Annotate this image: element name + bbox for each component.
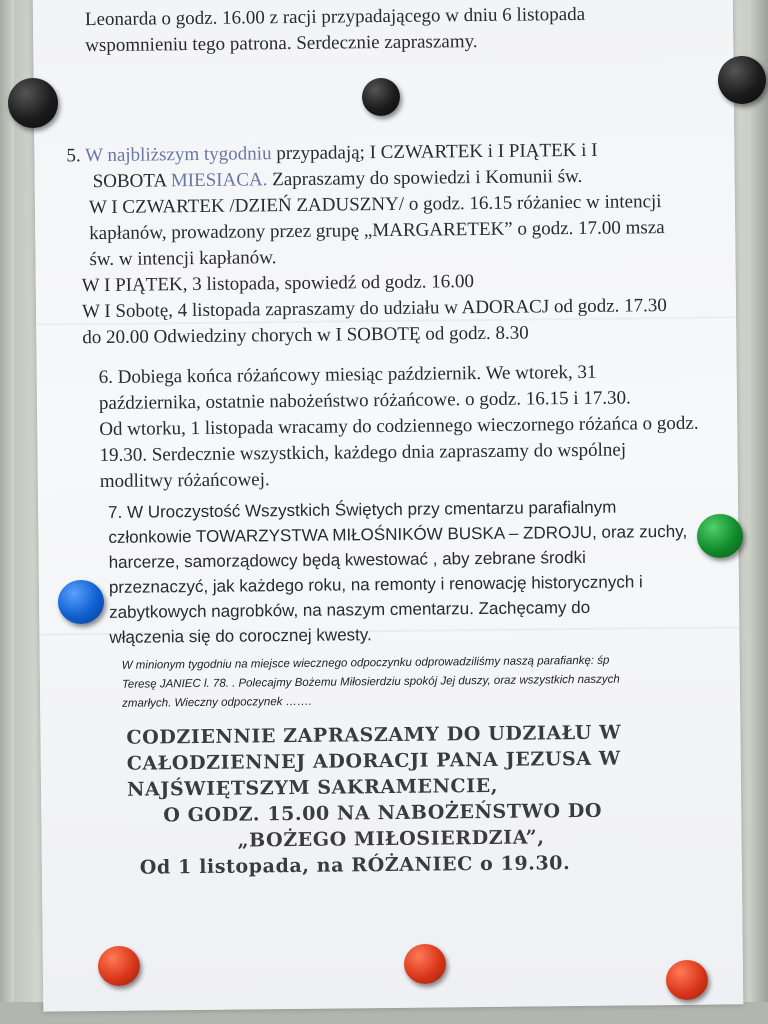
item6-line: 19.30. Serdecznie wszystkich, każdego dnia zapraszamy do wspólnej [99, 439, 627, 467]
black-magnet [8, 78, 58, 128]
item5-line [93, 164, 583, 194]
board-frame-left [0, 0, 14, 1024]
item5-line: św. w intencji kapłanów. [89, 247, 277, 271]
item5-line: kapłanów, prowadzony przez grupę „MARGARETEK” o godz. 17.00 msza [89, 217, 665, 245]
obituary-line: zmarłych. Wieczny odpoczynek ……. [122, 695, 312, 710]
item5-text: SOBOTA [92, 170, 167, 193]
item7-line: włączenia się do corocznej kwesty. [109, 625, 372, 647]
closing-line: CAŁODZIENNEJ ADORACJI PANA JEZUSA W [126, 747, 621, 775]
item6-line: października, ostatnie nabożeństwo różańcowe. o godz. 16.15 i 17.30. [98, 387, 631, 415]
item5-line: do 20.00 Odwiedziny chorych w I SOBOTĘ od godz. 8.30 [82, 322, 529, 349]
item7-line: członkowie TOWARZYSTWA MIŁOŚNIKÓW BUSKA – ZDROJU, oraz zuchy, [108, 521, 688, 547]
red-magnet [666, 960, 708, 1000]
item6-line: modlitwy różańcowej. [99, 469, 270, 493]
notice-sheet [33, 0, 744, 1012]
item7-line: zabytkowych nagrobków, na naszym cmentarzu. Zachęcamy do [109, 597, 591, 622]
blue-magnet [58, 580, 104, 624]
item7-line: harcerze, samorządowcy będą kwestować , aby zebrane środki [108, 547, 586, 572]
closing-line: Od 1 listopada, na RÓŻANIEC o 19.30. [139, 852, 571, 879]
closing-line: „BOŻEGO MIŁOSIERDZIA”, [237, 826, 545, 852]
item5-faded-text: W najbliższym tygodniu [84, 143, 272, 167]
item6-line: Od wtorku, 1 listopada wracamy do codziennego wieczornego różańca o godz. [99, 412, 699, 441]
item6-line: 6. Dobiega końca różańcowy miesiąc październik. We wtorek, 31 [98, 361, 597, 389]
item5-line: W I CZWARTEK /DZIEŃ ZADUSZNY/ o godz. 16.15 różaniec w intencji [88, 191, 662, 219]
item7-line: przeznaczyć, jak każdego roku, na remonty i renowację historycznych i [108, 572, 643, 597]
black-magnet [718, 56, 766, 104]
top-fragment-line: wspomnieniu tego patrona. Serdecznie zapraszamy. [85, 31, 478, 57]
item5-number: 5. [66, 145, 81, 167]
item5-faded-text: MIESIACA. [170, 169, 268, 192]
item5-text: Zapraszamy do spowiedzi i Komunii św. [272, 165, 583, 191]
item7-line: 7. W Uroczystość Wszystkich Świętych przy cmentarzu parafialnym [108, 497, 617, 522]
red-magnet [404, 944, 446, 984]
black-magnet [362, 78, 400, 116]
top-fragment-line: Leonarda o godz. 16.00 z racji przypadającego w dniu 6 listopada [84, 3, 586, 31]
closing-line: NAJŚWIĘTSZYM SAKRAMENCIE, [126, 774, 499, 801]
green-magnet [697, 514, 743, 558]
item5-line: W I Sobotę, 4 listopada zapraszamy do udziału w ADORACJ od godz. 17.30 [81, 295, 667, 323]
item5-line: W I PIĄTEK, 3 listopada, spowiedź od godz. 16.00 [81, 271, 475, 297]
closing-line: CODZIENNIE ZAPRASZAMY DO UDZIAŁU W [126, 721, 622, 749]
item5-text: przypadają; I CZWARTEK i I PIĄTEK i I [276, 139, 598, 165]
board-frame-right [748, 0, 768, 1024]
closing-line: O GODZ. 15.00 NA NABOŻEŃSTWO DO [163, 799, 603, 827]
red-magnet [98, 946, 140, 986]
obituary-line: Teresę JANIEC l. 78. . Polecajmy Bożemu Miłosierdziu spokój Jej duszy, oraz wszystkich naszych [121, 673, 620, 691]
obituary-line: W minionym tygodniu na miejsce wiecznego odpoczynku odprowadziliśmy naszą parafiankę: śp [121, 654, 610, 672]
